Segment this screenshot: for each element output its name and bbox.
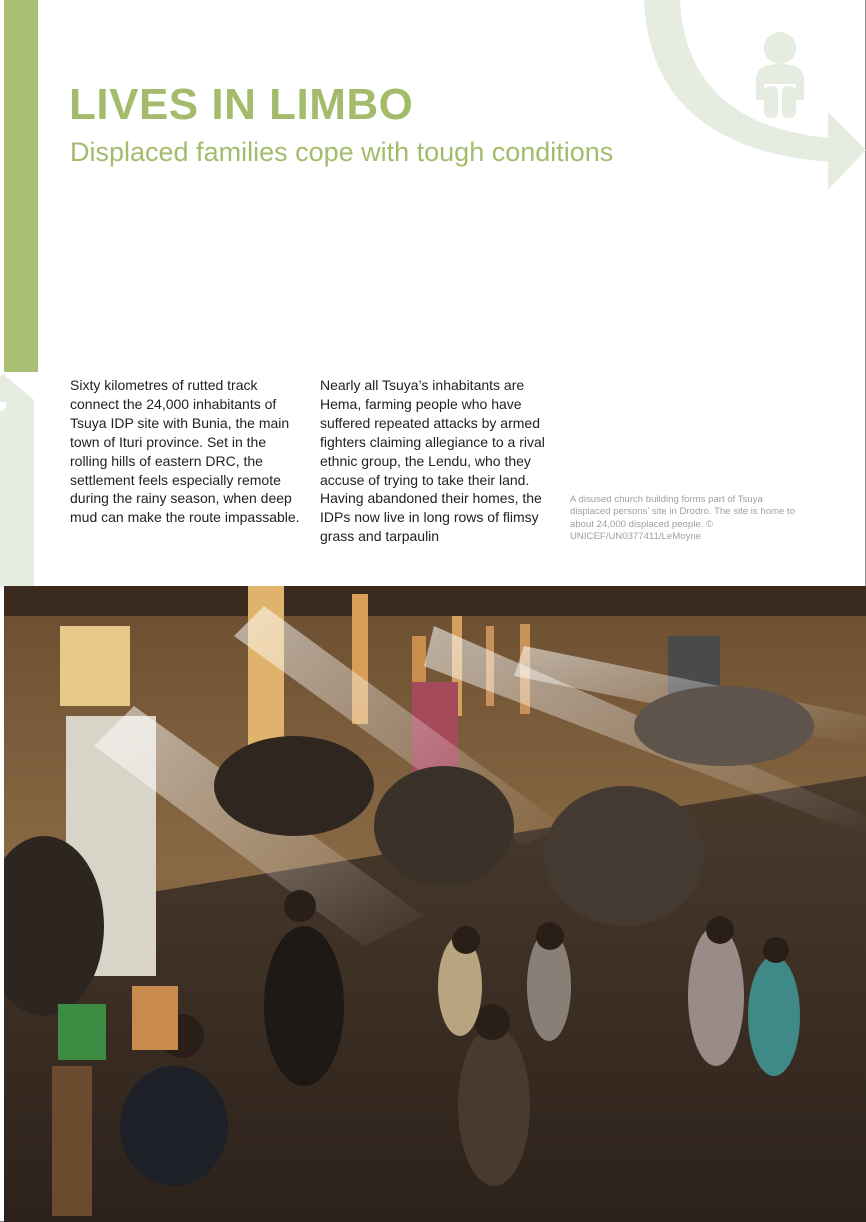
article-column-2: Nearly all Tsuya’s inhabitants are Hema, farming people who have suffered repeated attacks by armed fighters claiming allegiance to a rival ethnic group, the Lendu, who they accuse of trying to take their land. Having abandoned their homes, the IDPs now live in long rows of flimsy grass and tarpaulin (320, 377, 545, 545)
photo-church-interior (4, 586, 866, 1222)
curved-arrow-icon (620, 0, 866, 210)
article-column-1: Sixty kilometres of rutted track connect the 24,000 inhabitants of Tsuya IDP site with Bunia, the main town of Ituri province. Set in the rolling hills of eastern DRC, the settlement feels especially remote during the rainy season, when deep mud can make the route impassable. (70, 377, 300, 526)
page-subtitle: Displaced families cope with tough conditions (70, 137, 614, 167)
person-sitting-icon (748, 28, 812, 120)
page-title: LIVES IN LIMBO (69, 80, 414, 129)
accent-bar (4, 0, 38, 372)
photo-caption: A disused church building forms part of Tsuya displaced persons’ site in Drodro. The site is home to about 24,000 displaced people. © UNICEF/UN0377411/LeMoyne (570, 494, 796, 543)
up-arrow-icon (0, 372, 60, 587)
